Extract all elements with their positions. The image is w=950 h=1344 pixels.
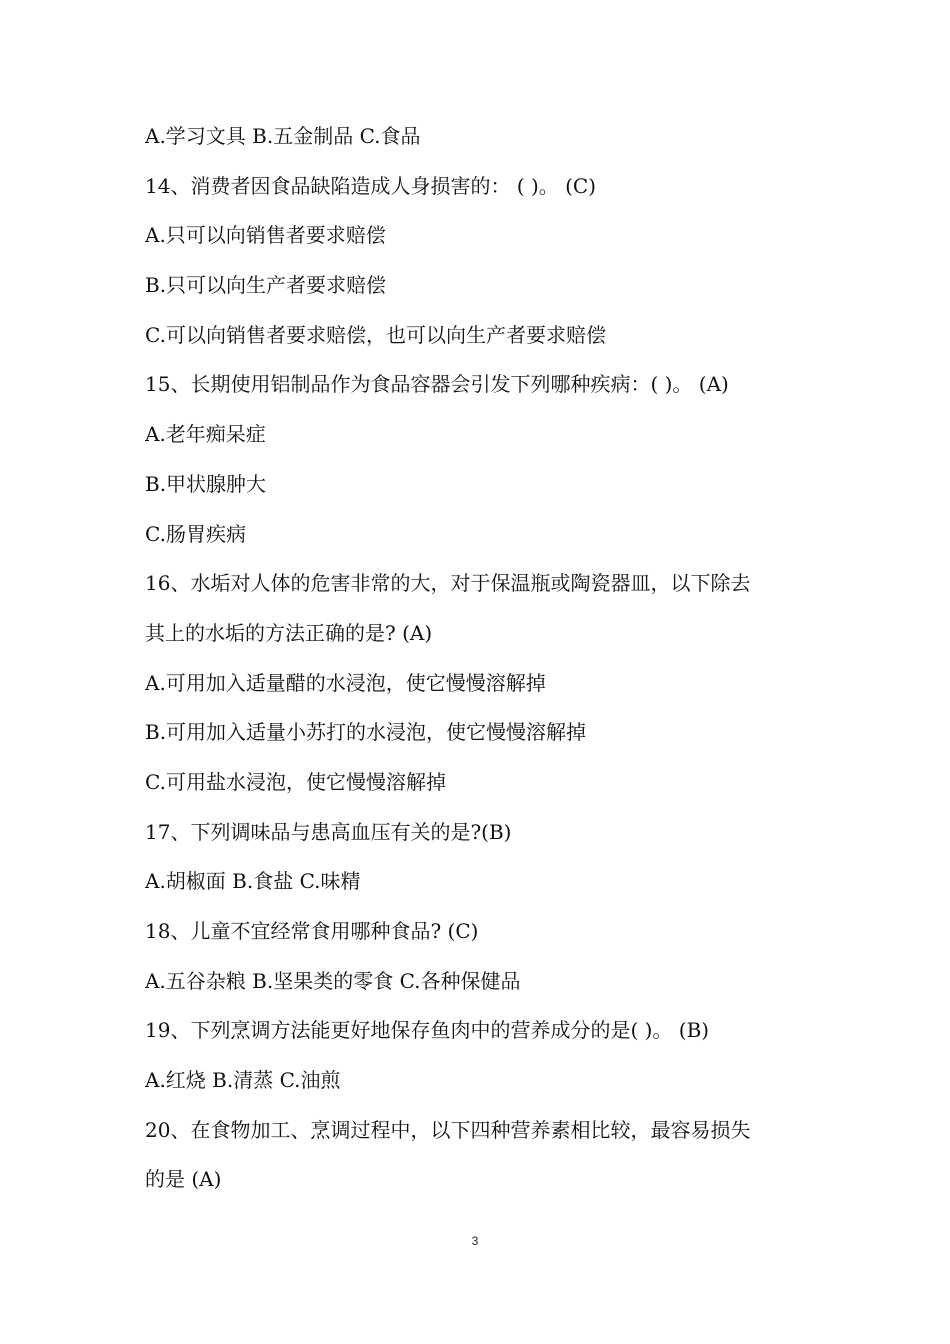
question-18: 18、儿童不宜经常食用哪种食品? (C) xyxy=(145,919,479,943)
option-14-b: B.只可以向生产者要求赔偿 xyxy=(145,273,387,298)
question-14: 14、消费者因食品缺陷造成人身损害的： ( )。 (C) xyxy=(145,173,597,198)
option-line-19: A.红烧 B.清蒸 C.油煎 xyxy=(145,1068,341,1093)
question-16-part-2: 其上的水垢的方法正确的是? (A) xyxy=(145,620,433,645)
option-14-a: A.只可以向销售者要求赔偿 xyxy=(145,223,386,248)
question-20-part-2: 的是 (A) xyxy=(145,1167,222,1192)
option-14-c: C.可以向销售者要求赔偿，也可以向生产者要求赔偿 xyxy=(145,322,606,347)
question-16-part-1: 16、水垢对人体的危害非常的大，对于保温瓶或陶瓷器皿，以下除去 xyxy=(145,571,751,596)
question-20-part-1: 20、在食物加工、烹调过程中，以下四种营养素相比较，最容易损失 xyxy=(145,1117,751,1142)
document-body xyxy=(145,112,825,1205)
question-15: 15、长期使用铝制品作为食品容器会引发下列哪种疾病：( )。 (A) xyxy=(145,372,729,397)
option-15-b: B.甲状腺肿大 xyxy=(145,471,267,496)
page-number: 3 xyxy=(471,1234,479,1248)
option-16-b: B.可用加入适量小苏打的水浸泡，使它慢慢溶解掉 xyxy=(145,720,587,745)
option-16-a: A.可用加入适量醋的水浸泡，使它慢慢溶解掉 xyxy=(145,670,546,695)
question-17: 17、下列调味品与患高血压有关的是?(B) xyxy=(145,819,512,844)
option-15-a: A.老年痴呆症 xyxy=(145,422,266,447)
option-16-c: C.可用盐水浸泡，使它慢慢溶解掉 xyxy=(145,769,446,794)
question-19: 19、下列烹调方法能更好地保存鱼肉中的营养成分的是( )。 (B) xyxy=(145,1018,710,1043)
option-line-13: A.学习文具 B.五金制品 C.食品 xyxy=(145,124,421,148)
option-line-18: A.五谷杂粮 B.坚果类的零食 C.各种保健品 xyxy=(145,968,521,993)
option-15-c: C.肠胃疾病 xyxy=(145,521,246,546)
option-line-17: A.胡椒面 B.食盐 C.味精 xyxy=(145,869,361,894)
